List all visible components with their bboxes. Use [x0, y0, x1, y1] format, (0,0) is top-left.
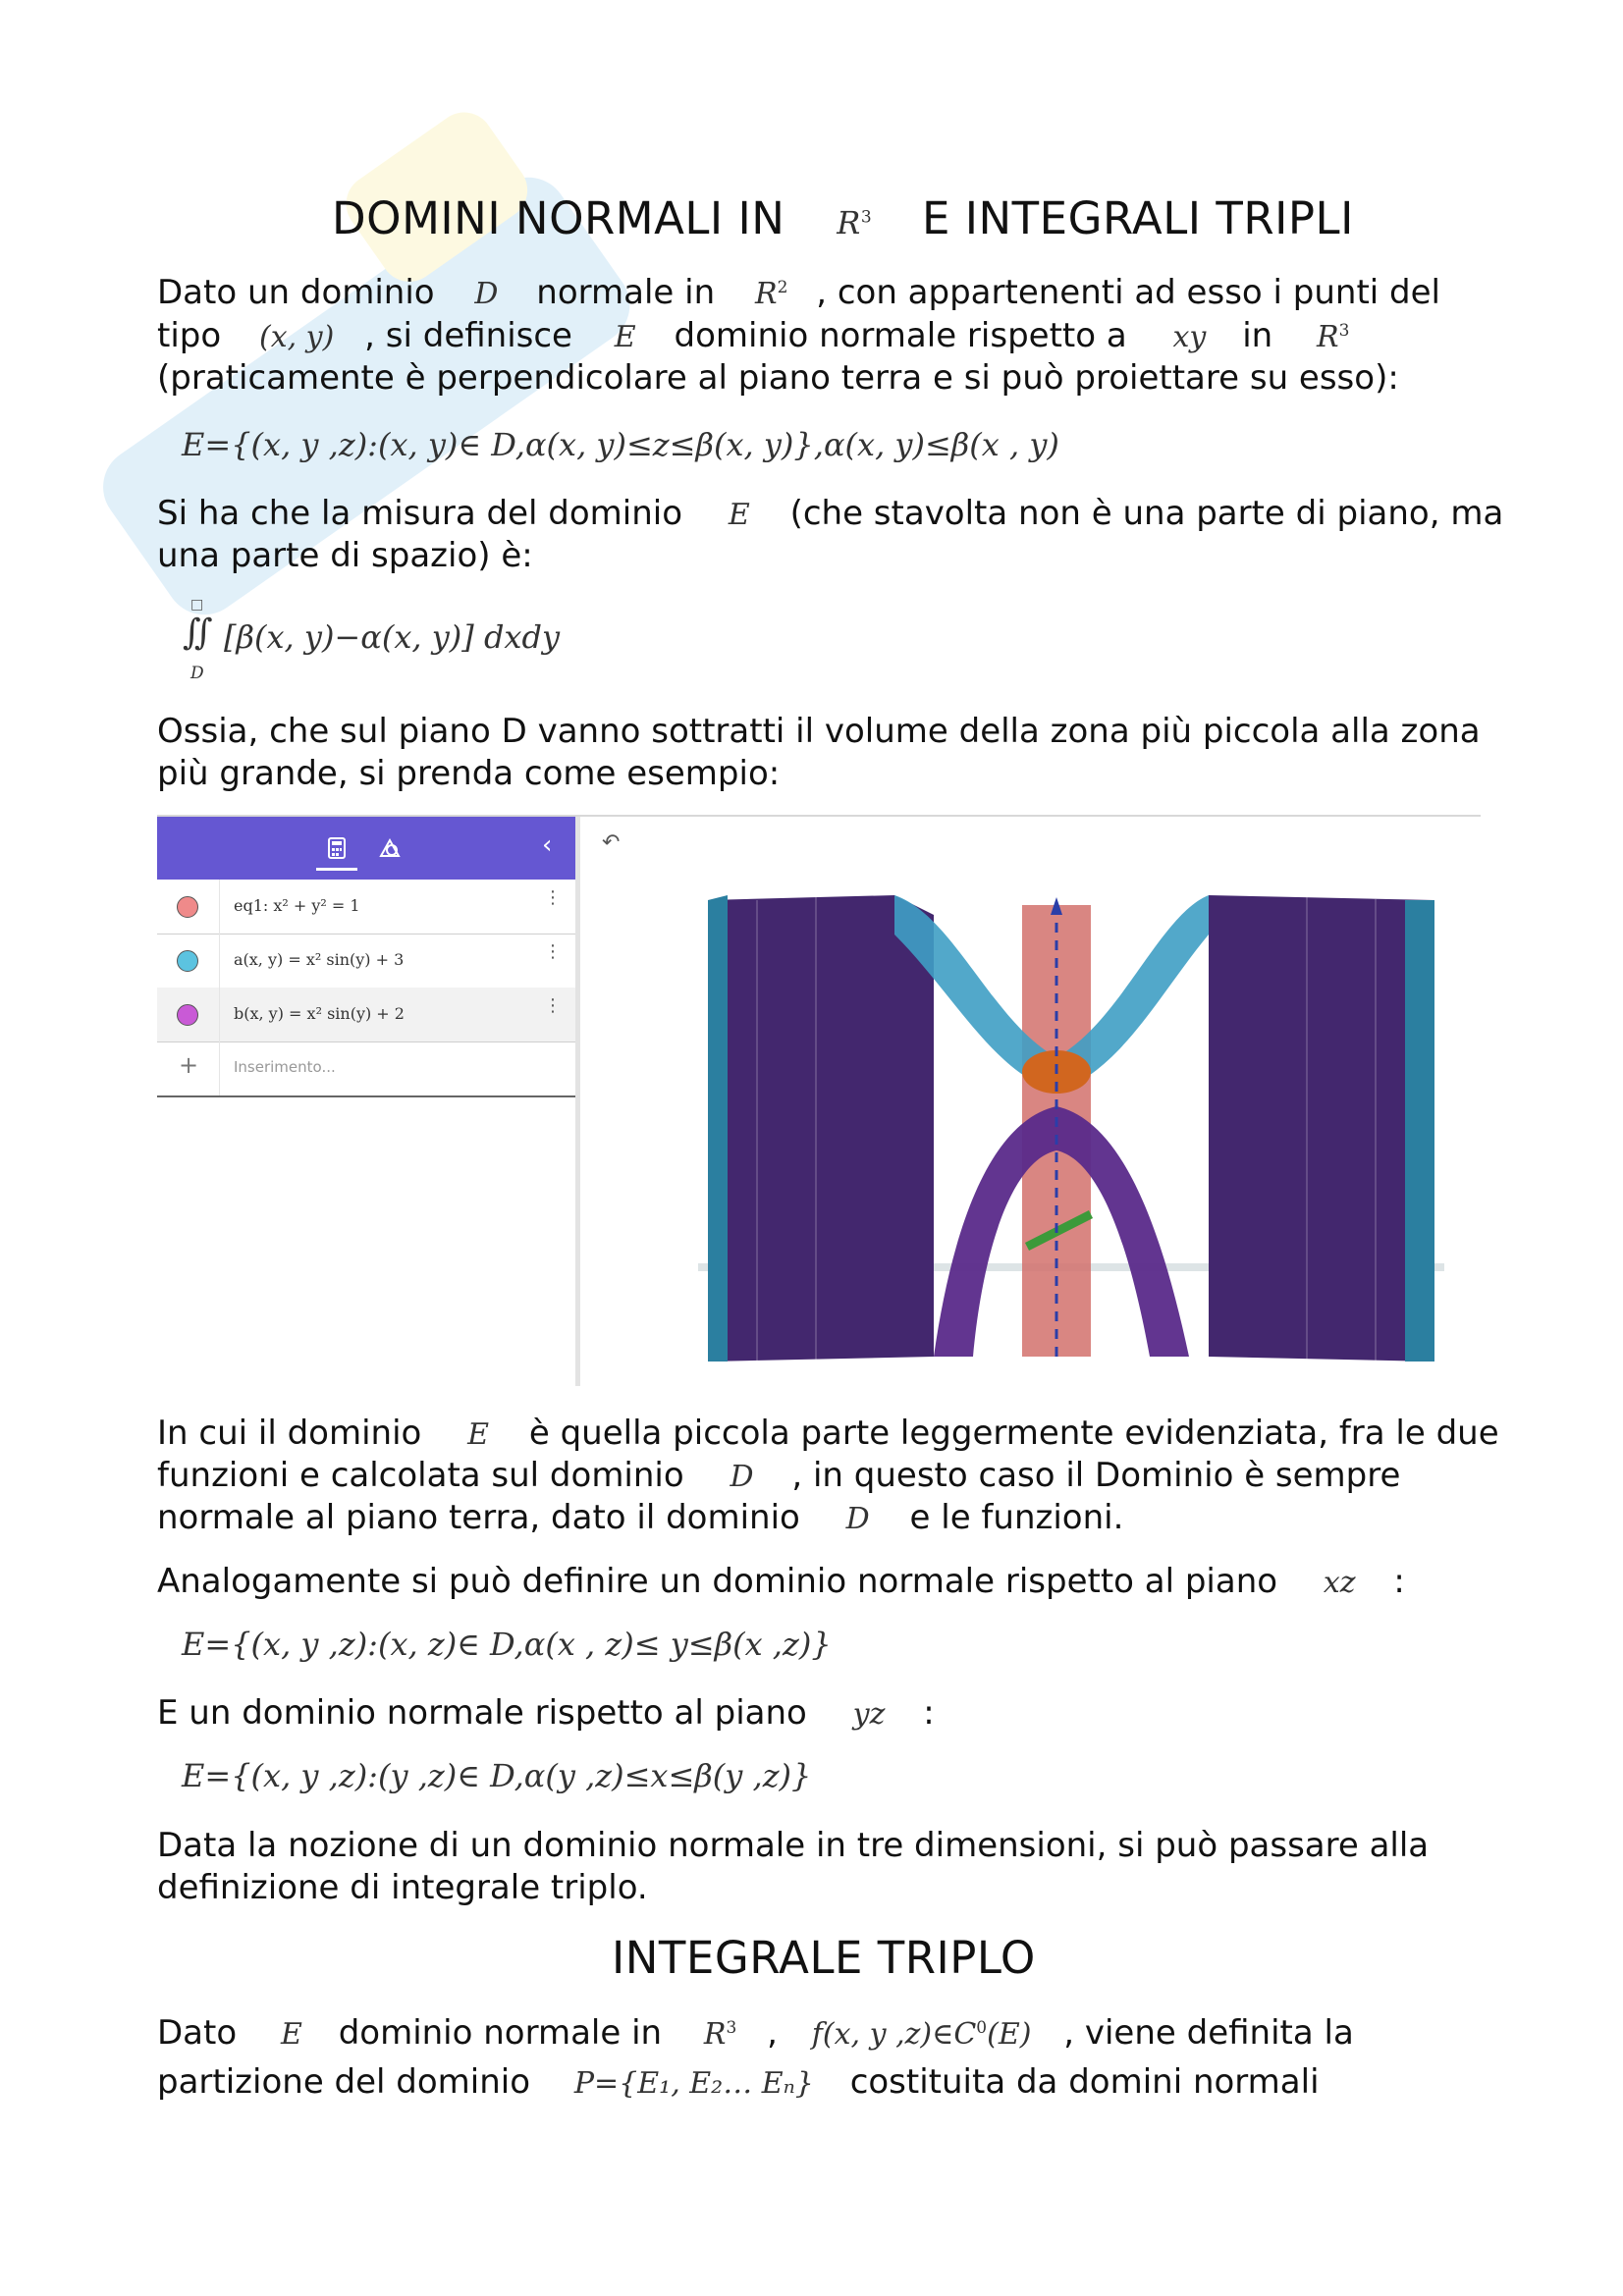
- paragraph-6: E un dominio normale rispetto al piano yz :: [157, 1693, 935, 1733]
- paragraph-4-line-3: normale al piano terra, dato il dominio D e le funzioni.: [157, 1498, 1124, 1537]
- graphics-3d-view[interactable]: [580, 817, 1481, 1386]
- visibility-toggle-b[interactable]: [177, 1004, 198, 1026]
- page-title: [332, 192, 1354, 244]
- paragraph-4-line-1: In cui il dominio E è quella piccola parte leggermente evidenziata, fra le due: [157, 1414, 1499, 1453]
- visibility-toggle-eq1[interactable]: [177, 896, 198, 918]
- paragraph-1-line-2: tipo (x, y) , si definisce E dominio normale rispetto a xy in $R^3$: [157, 316, 1350, 355]
- plus-icon: +: [179, 1051, 199, 1079]
- title-left: DOMINI NORMALI IN: [332, 192, 785, 244]
- title-right: E INTEGRALI TRIPLI: [922, 192, 1354, 244]
- surface-plot: [698, 876, 1444, 1376]
- paragraph-2-line-1: Si ha che la misura del dominio E (che stavolta non è una parte di piano, ma: [157, 494, 1504, 533]
- undo-icon[interactable]: ↶: [602, 830, 621, 855]
- collapse-panel-button[interactable]: ‹: [542, 830, 553, 860]
- paragraph-5: Analogamente si può definire un dominio normale rispetto al piano xz :: [157, 1562, 1405, 1601]
- formula-normal-domain-yz: E={(x, y ,z):(y ,z)∈ D,α(y ,z)≤x≤β(y ,z)}: [182, 1757, 812, 1794]
- tools-icon[interactable]: [377, 836, 403, 860]
- expression-b[interactable]: b(x, y) = x² sin(y) + 2: [234, 1004, 405, 1023]
- algebra-panel-header: [157, 817, 575, 880]
- title-space: $R^3$: [837, 204, 873, 241]
- paragraph-1-line-1: Dato un dominio D normale in $R^2$ , con appartenenti ad esso i punti del: [157, 273, 1440, 312]
- formula-normal-domain-xy: E={(x, y ,z):(x, y)∈ D,α(x, y)≤z≤β(x, y)},α(x, y)≤β(x , y): [182, 426, 1059, 463]
- paragraph-4-line-2: funzioni e calcolata sul dominio D , in questo caso il Dominio è sempre: [157, 1456, 1401, 1495]
- algebra-panel: [157, 817, 580, 1386]
- paragraph-3-line-2: più grande, si prenda come esempio:: [157, 754, 781, 793]
- paragraph-3-line-1: Ossia, che sul piano D vanno sottratti il volume della zona più piccola alla zona: [157, 712, 1481, 751]
- formula-normal-domain-xz: E={(x, y ,z):(x, z)∈ D,α(x , z)≤ y≤β(x ,z)}: [182, 1626, 832, 1663]
- row-menu-icon[interactable]: ⋮: [544, 887, 562, 908]
- algebra-input-row[interactable]: [157, 1041, 575, 1097]
- integral-formula: □ ∬ [β(x, y)−α(x, y)] dxdy D: [183, 597, 561, 683]
- expression-eq1[interactable]: eq1: x² + y² = 1: [234, 896, 360, 915]
- row-menu-icon[interactable]: ⋮: [544, 941, 562, 962]
- paragraph-2-line-2: una parte di spazio) è:: [157, 536, 533, 575]
- visibility-toggle-a[interactable]: [177, 950, 198, 972]
- calculator-icon[interactable]: [326, 836, 348, 860]
- paragraph-8-line-1: Dato E dominio normale in $R^3$ , f(x, y $,z)\in C^0(E)$ , viene definita la: [157, 2013, 1354, 2053]
- section-title: INTEGRALE TRIPLO: [612, 1932, 1036, 1984]
- algebra-row-b[interactable]: [157, 988, 575, 1042]
- active-tab-indicator: [316, 868, 357, 871]
- paragraph-7-line-2: definizione di integrale triplo.: [157, 1868, 648, 1907]
- geogebra-screenshot: [157, 815, 1481, 1386]
- row-menu-icon[interactable]: ⋮: [544, 995, 562, 1016]
- algebra-row-eq1[interactable]: [157, 880, 575, 934]
- paragraph-7-line-1: Data la nozione di un dominio normale in tre dimensioni, si può passare alla: [157, 1826, 1430, 1865]
- expression-a[interactable]: a(x, y) = x² sin(y) + 3: [234, 950, 405, 969]
- algebra-row-a[interactable]: [157, 934, 575, 988]
- paragraph-8-line-2: partizione del dominio P={E₁, E₂… Eₙ} costituita da domini normali: [157, 2062, 1320, 2102]
- input-bar[interactable]: Inserimento...: [234, 1058, 336, 1076]
- paragraph-1-line-3: (praticamente è perpendicolare al piano terra e si può proiettare su esso):: [157, 358, 1399, 398]
